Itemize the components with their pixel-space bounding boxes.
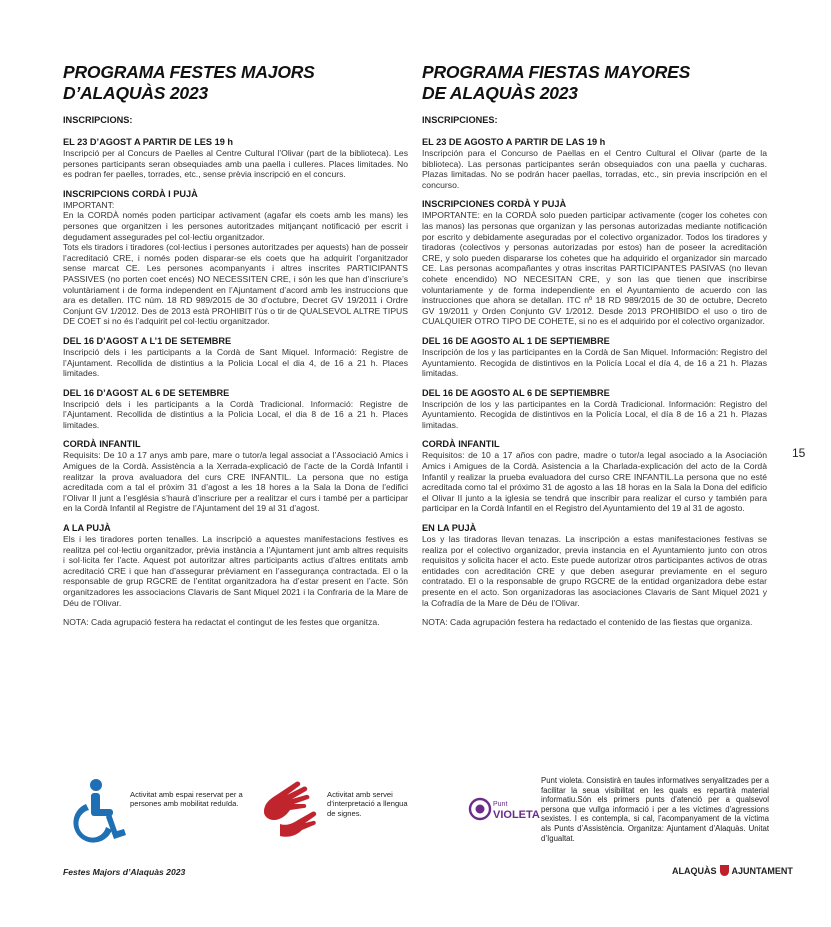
section-body: Inscripció per al Concurs de Paelles al Centre Cultural l’Olivar (part de la biblioteca). Les persones participants seran obsequiades amb una paella i culleres. Places limitades. No es podran fer paelles, torrades, etc., sense prèvia inscripció en el concurs. bbox=[63, 148, 408, 180]
subheading: INSCRIPCIONS: bbox=[63, 115, 133, 125]
section-body: Inscripció dels i les participants a la Cordà Tradicional. Informació: Registre de l’Ajuntament. Recollida de distintius a la Policia Local, el dia 8 de 16 a 21 h. Places limitades. bbox=[63, 398, 408, 430]
title-line-1: PROGRAMA FIESTAS MAYORES bbox=[422, 62, 691, 82]
section-body: Inscripció dels i les participants a la Cordà de Sant Miquel. Informació: Registre de l’Ajuntament. Recollida de distintius a la Policia Local el dia 4, de 16 a 21 h. Places limitades. bbox=[63, 346, 408, 379]
section-heading: DEL 16 D’AGOST A L’1 DE SETEMBRE bbox=[63, 335, 232, 346]
section bbox=[63, 336, 408, 379]
page-title bbox=[63, 62, 408, 104]
section bbox=[63, 523, 408, 608]
sign-language-caption: Activitat amb servei d’interpretació a llengua de signes. bbox=[327, 790, 408, 818]
section bbox=[422, 388, 767, 431]
section-heading: EL 23 D’AGOST A PARTIR DE LES 19 h bbox=[63, 137, 233, 147]
section-heading: CORDÀ INFANTIL bbox=[63, 439, 141, 450]
section-body: Requisits: De 10 a 17 anys amb pare, mare o tutor/a legal associat a l’Associació Amics i Amigues de la Cordà. Assistència a la Xerrada-explicació de l’acte de la Cordà Infantil i realitzar la prova avaluadora del curs CRE INFANTIL. La persona que no estiga acreditada com a tal el pròxim 31 d’agost a les 18 hores a la Sala la Dona de l’edifici l’Olivar II junt a l’església s’haurà d’inscriure per a realitzar el curs i també per a participar en la Cordà Infantil al Registre de l’Ajuntament del 19 al 31 d’agost. bbox=[63, 450, 408, 514]
section-body: Els i les tiradores porten tenalles. La inscripció a aquestes manifestacions festives es realitza pel col·lectiu organitzador, prèvia instància a l’Ajuntament junt amb altres requisits i sol·licita fer l’acte. Aquest pot autoritzar altres participants actius d’altres entitats amb acreditació CRE i que han d’assegurar prèviament en l’assegurança contractada. El o la responsable de grup RGCRE de l’entitat organitzadora ha d’estar present en l’acte. Són organitzadores les associacions Clavaris de Sant Miquel 2021 i la Confraria de la Mare de Déu de l’Olivar. bbox=[63, 534, 408, 608]
punt-violeta-logo bbox=[469, 797, 540, 826]
section-body: IMPORTANT: En la CORDÀ només poden participar activament (agafar els coets amb les mans) les persones que organitzen i les persones autoritzades mitjançant notificació per escrit i degudament assegurades pel col·lectiu organitzador. Tots els tiradors i tiradores (col·lectius i persones autoritzades per aquests) han de posseir l’acreditació CRE, i només poden disparar-se els coets que ha adquirit l’organitzador sense marcat CE. Les persones acompanyants i altres inscrites PARTICIPANTS PASSIVES (no porten coet encés) NO NECESSITEN CRE, i són les que han d’inscriure’s voluntàriament i de forma independent en l’Ajuntament d’acord amb les instruccions que ara es detallen. ITC núm. 18 RD 989/2015 de 30 d’octubre, Decret GV 19/2011 i Ordre Conjunt GV 1/2012. Des de 2013 està PROHIBIT l’ús o tir de QUALSEVOL ALTRE TIPUS DE COET si no és l’adquirit pel col·lectiu organitzador. bbox=[63, 199, 408, 327]
section bbox=[63, 189, 408, 327]
title-line-1: PROGRAMA FESTES MAJORS bbox=[63, 62, 315, 82]
title-line-2: D’ALAQUÀS 2023 bbox=[63, 83, 209, 103]
section bbox=[422, 199, 767, 327]
section-body: Inscripción de los y las participantes en la Cordà de San Miquel. Información: Registro del Ayuntamiento. Recogida de distintivos en la Policía Local el día 4, de 16 a 21 h. Plazas limitadas. bbox=[422, 346, 767, 379]
section bbox=[63, 137, 408, 180]
note: NOTA: Cada agrupació festera ha redactat el contingut de les festes que organitza. bbox=[63, 617, 380, 628]
section bbox=[422, 439, 767, 514]
column-valencian bbox=[63, 62, 408, 628]
section-heading: DEL 16 DE AGOSTO AL 6 DE SEPTIEMBRE bbox=[422, 387, 610, 398]
ajuntament-logo bbox=[672, 865, 793, 876]
section-heading: A LA PUJÀ bbox=[63, 523, 111, 534]
column-spanish bbox=[422, 62, 767, 628]
punt-violeta-description: Punt violeta. Consistirà en taules informatives senyalitzades per a facilitar la seua visibilitat en les quals es repartirà material informatiu.Són els primers punts d’atenció per a qualsevol persona que vullga informació i per a les víctimes d’agressions sexistes. I es contempla, si cal, l’acompanyament de la víctima als Punts d’Assistència. Organitza: Ajuntament d’Alaquàs. Unitat d’Igualtat. bbox=[541, 776, 769, 843]
section bbox=[422, 137, 767, 190]
coat-of-arms-icon bbox=[720, 865, 729, 876]
section-heading: CORDÀ INFANTIL bbox=[422, 439, 500, 450]
section-body: Inscripción de los y las participantes en la Cordà Tradicional. Información: Registro del Ayuntamiento. Recogida de distintivos en la Policía Local, el día 8 de 16 a 21 h. Plazas limitadas. bbox=[422, 398, 767, 430]
section bbox=[422, 336, 767, 379]
section-heading: DEL 16 D’AGOST AL 6 DE SETEMBRE bbox=[63, 387, 230, 398]
section-body: Requisitos: de 10 a 17 años con padre, madre o tutor/a legal asociado a la Asociación Amics i Amigues de la Cordà. Asistencia a la Charlada-explicación del acto de la Cordà Infantil y realizar la prueba evaluadora del curso CRE INFANTIL.La persona que no esté acreditada como tal el próximo 31 de agosto a las 18 horas en la Sala la Dona del edificio el Olivar II junto a la iglesia se tendrá que inscribir para realizar el curso y también para participar en la Cordà Infantil en el Registro del Ayuntamiento del 19 al 31 de agosto. bbox=[422, 450, 767, 514]
page-number: 15 bbox=[792, 446, 806, 460]
section bbox=[422, 523, 767, 608]
section-heading: EL 23 DE AGOSTO A PARTIR DE LAS 19 h bbox=[422, 137, 606, 147]
section bbox=[63, 439, 408, 514]
footer-title: Festes Majors d’Alaquàs 2023 bbox=[63, 867, 186, 877]
page-title bbox=[422, 62, 767, 104]
title-line-2: DE ALAQUÀS 2023 bbox=[422, 83, 578, 103]
section-body: IMPORTANTE: en la CORDÀ solo pueden participar activamente (coger los cohetes con las manos) las personas que organizan y las personas autorizadas mediante notificación por escrito y debidamente aseguradas por el colectivo organizador. Todos los tiradores y tiradoras (colectivos y personas autorizadas por estos) han de poseer la acreditación CRE, y solo pueden dispararse los cohetes que ha adquirido el organizador sin marcado CE. Las personas acompañantes y otras inscritas PARTICIPANTES PASIVAS (no llevan cohete encendido) NO NECESITAN CRE, y son las que tienen que inscribirse voluntariamente y de forma independiente en el Ayuntamiento de acuerdo con las instrucciones que ahora se detallan. ITC nº 18 RD 989/2015 de 30 de octubre, Decreto GV 19/2011 y Orden Conjunto GV 1/2012. Desde 2013 PROHIBIDO el uso o tiro de CUALQUIER OTRO TIPO DE COHETE, si no es el adquirido por el colectivo organizador. bbox=[422, 210, 767, 327]
section-heading: EN LA PUJÀ bbox=[422, 523, 477, 534]
section-heading: DEL 16 DE AGOSTO AL 1 DE SEPTIEMBRE bbox=[422, 335, 610, 346]
subheading: INSCRIPCIONES: bbox=[422, 115, 498, 125]
wheelchair-caption: Activitat amb espai reservat per a persones amb mobilitat reduïda. bbox=[130, 790, 243, 809]
sign-language-icon bbox=[258, 776, 326, 845]
section-heading: INSCRIPCIONES CORDÀ Y PUJÀ bbox=[422, 199, 567, 210]
note: NOTA: Cada agrupación festera ha redactado el contenido de las fiestas que organiza. bbox=[422, 617, 753, 628]
violeta-logo-bottom: VIOLETA bbox=[493, 809, 540, 821]
brand-left: ALAQUÀS bbox=[672, 865, 717, 876]
wheelchair-icon bbox=[72, 778, 130, 845]
section-body: Inscripción para el Concurso de Paellas en el Centro Cultural el Olivar (parte de la biblioteca). Las personas participantes serán obsequiados con una paella y cucharas. Plazas limitadas. No se podrán hacer paellas, torradas, etc., sin previa inscripción en el concurso. bbox=[422, 148, 767, 190]
violeta-logo-top: Punt bbox=[493, 801, 508, 808]
section bbox=[63, 388, 408, 431]
section-body: Los y las tiradoras llevan tenazas. La inscripción a estas manifestaciones festivas se realiza por el colectivo organizador, previa instancia en el Ayuntamiento junto con otros requisitos y solicita hacer el acto. Este puede autorizar otros participantes activos de otras entidades con acreditación CRE y que deben asegurar previamente en el seguro contratado. El o la responsable de grupo RGCRE de la entidad organizadora debe estar presente en el acto. Son organizadoras las asociaciones Clavaris de Sant Miquel 2021 y la Cofradía de la Mare de Déu de l’Olivar. bbox=[422, 534, 767, 608]
brand-right: AJUNTAMENT bbox=[731, 865, 793, 876]
section-heading: INSCRIPCIONS CORDÀ I PUJÀ bbox=[63, 188, 198, 199]
